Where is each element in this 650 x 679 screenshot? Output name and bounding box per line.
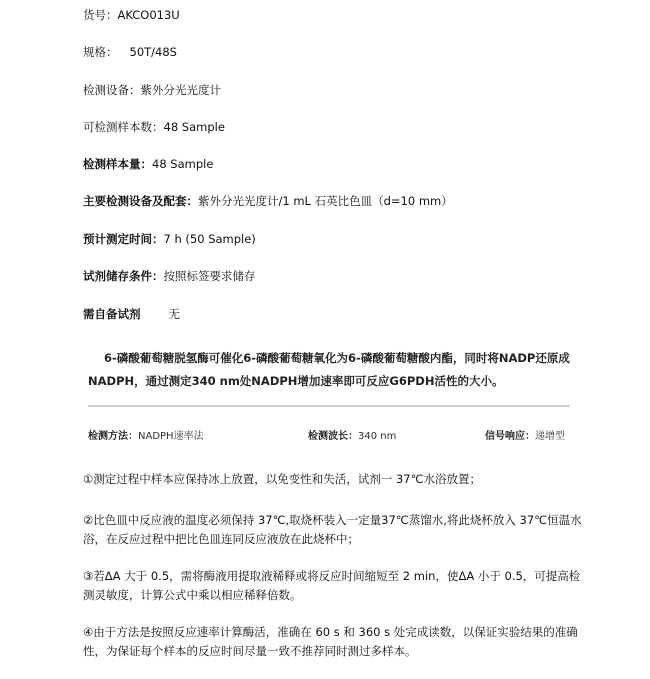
field-item-number	[83, 7, 180, 23]
field-label: 货号：	[83, 8, 118, 22]
meta-method-value: NADPH速率法	[138, 431, 204, 442]
note-2: ②比色皿中反应液的温度必须保持 37℃,取烧杯装入一定量37℃蒸馏水,将此烧杯放入 37℃恒温水浴，在反应过程中把比色皿连同反应液放在此烧杯中；	[83, 513, 582, 546]
field-value: 7 h (50 Sample)	[163, 232, 256, 246]
field-value: AKCO013U	[117, 8, 180, 22]
field-label: 检测设备：	[83, 83, 141, 97]
field-self-reagents	[83, 306, 180, 322]
note-4: ④由于方法是按照反应速率计算酶活，准确在 60 s 和 360 s 处完成读数，以保证实验结果的准确性，为保证每个样本的反应时间尽量一致不推荐同时测过多样本。	[83, 625, 578, 658]
field-label: 试剂储存条件：	[83, 269, 164, 283]
meta-signal-value: 递增型	[535, 431, 565, 442]
field-main-equipment	[83, 193, 453, 209]
note-1: ①测定过程中样本应保持冰上放置，以免变性和失活，试剂一 37℃水浴放置；	[83, 472, 482, 486]
meta-wavelength-label: 检测波长：	[308, 431, 358, 442]
section-divider	[88, 405, 570, 407]
field-value: 按照标签要求储存	[163, 269, 256, 283]
field-label: 可检测样本数：	[83, 120, 164, 134]
meta-wavelength	[308, 427, 396, 442]
principle-line-1: 6-磷酸葡萄糖脱氢酶可催化6-磷酸葡萄糖氧化为6-磷酸葡萄糖酸内酯，同时将NADP还原成	[104, 351, 570, 365]
field-estimated-time	[83, 231, 256, 247]
field-label: 需自备试剂	[83, 307, 141, 321]
field-label: 主要检测设备及配套：	[83, 194, 198, 208]
meta-signal-label: 信号响应：	[485, 431, 535, 442]
meta-wavelength-value: 340 nm	[358, 431, 397, 442]
field-value: 48 Sample	[163, 120, 225, 134]
meta-method	[88, 427, 204, 442]
field-value: 50T/48S	[129, 45, 177, 59]
field-equipment	[83, 82, 221, 98]
field-storage	[83, 268, 256, 284]
meta-method-label: 检测方法：	[88, 431, 138, 442]
field-label: 预计测定时间：	[83, 232, 164, 246]
field-label: 检测样本量：	[83, 157, 152, 171]
field-value: 无	[168, 307, 180, 321]
field-value: 紫外分光光度计	[140, 83, 221, 97]
field-sample-amount	[83, 156, 213, 172]
field-value: 紫外分光光度计/1 mL 石英比色皿（d=10 mm）	[198, 194, 453, 208]
meta-signal	[485, 427, 565, 442]
principle-line-2: NADPH，通过测定340 nm处NADPH增加速率即可反应G6PDH活性的大小。	[88, 374, 504, 388]
note-3: ③若ΔA 大于 0.5，需将酶液用提取液稀释或将反应时间缩短至 2 min，使ΔA 小于 0.5，可提高检测灵敏度，计算公式中乘以相应稀释倍数。	[83, 569, 581, 602]
field-value: 48 Sample	[152, 157, 214, 171]
field-sample-count	[83, 119, 225, 135]
field-label: 规格：	[83, 45, 118, 59]
field-spec	[83, 44, 177, 60]
